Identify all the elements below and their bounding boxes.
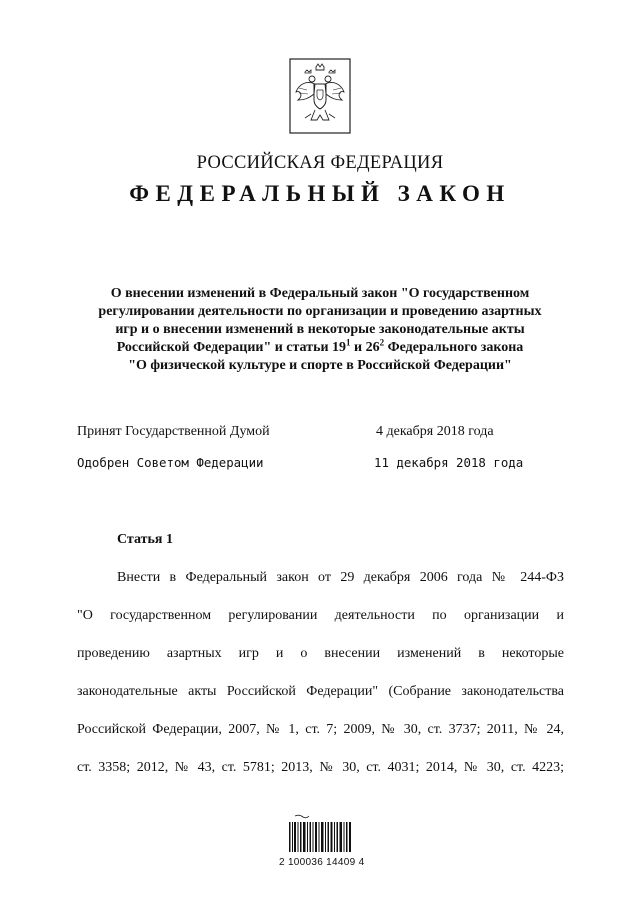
body-line: проведению азартных игр и о внесении изменений в некоторые (77, 646, 564, 661)
barcode-icon (287, 814, 353, 854)
document-type: ФЕДЕРАЛЬНЫЙ ЗАКОН (129, 181, 511, 206)
law-title-line: регулировании деятельности по организации и проведению азартных (98, 304, 542, 319)
duma-label: Принят Государственной Думой (77, 424, 270, 439)
body-line: "О государственном регулировании деятельности по организации и (77, 608, 564, 623)
barcode-number: 2 100036 14409 4 (279, 857, 365, 868)
council-label: Одобрен Советом Федерации (77, 455, 264, 470)
title-text: Российской Федерации" и статьи 19 (116, 340, 347, 355)
superscript: 2 (379, 337, 385, 348)
law-title-line: "О физической культуре и спорте в Российской Федерации" (128, 358, 512, 373)
body-line: Внести в Федеральный закон от 29 декабря 2006 года № 244-ФЗ (117, 570, 564, 585)
body-line: законодательные акты Российской Федерации" (Собрание законодательства (77, 684, 564, 699)
body-line: Российской Федерации, 2007, № 1, ст. 7; 2009, № 30, ст. 3737; 2011, № 24, (77, 722, 564, 737)
law-title-line: игр и о внесении изменений в некоторые законодательные акты (115, 322, 525, 337)
duma-date: 4 декабря 2018 года (376, 424, 494, 439)
council-date: 11 декабря 2018 года (374, 455, 524, 470)
title-text: Федерального закона (384, 340, 524, 355)
law-title-line: О внесении изменений в Федеральный закон "О государственном (110, 286, 530, 301)
coat-of-arms-icon (289, 58, 351, 134)
body-line: ст. 3358; 2012, № 43, ст. 5781; 2013, № 30, ст. 4031; 2014, № 30, ст. 4223; (77, 760, 564, 775)
article-heading: Статья 1 (117, 532, 173, 547)
country-name: РОССИЙСКАЯ ФЕДЕРАЦИЯ (196, 153, 444, 173)
law-title-line (72, 339, 568, 357)
law-title (72, 285, 568, 375)
title-text: и 26 (350, 340, 380, 355)
superscript: 1 (346, 337, 351, 348)
